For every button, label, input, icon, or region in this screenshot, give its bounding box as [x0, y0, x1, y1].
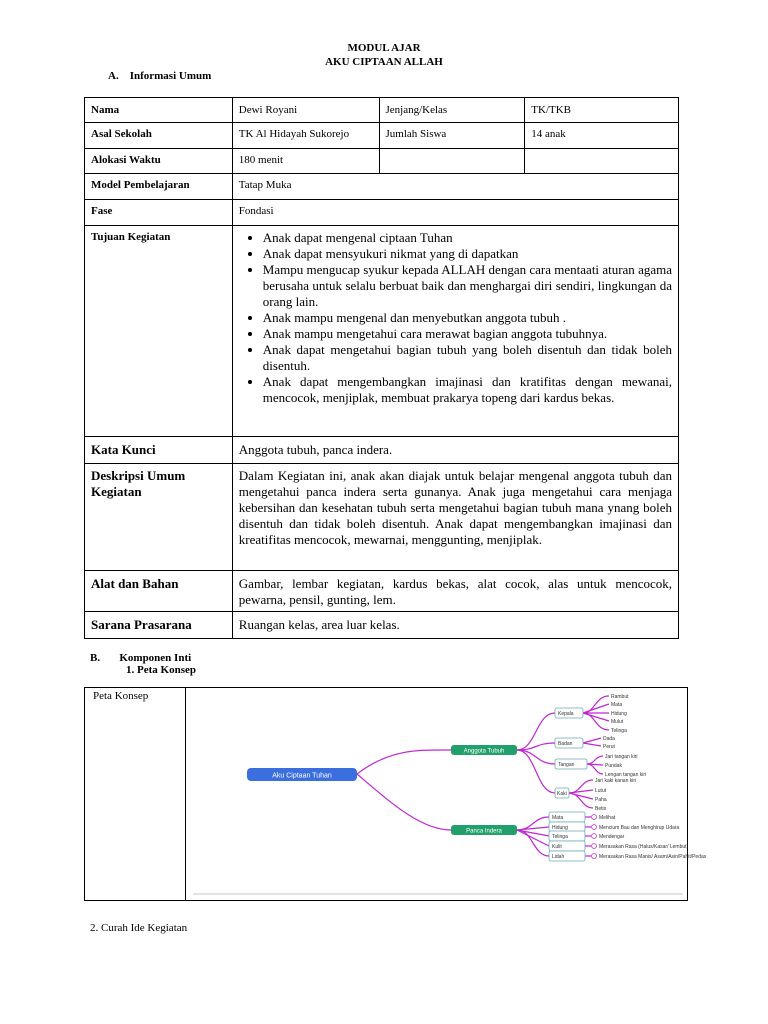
leaf-text: Telinga	[611, 728, 627, 734]
peta-konsep-box	[84, 687, 707, 901]
alat-value: Gambar, lembar kegiatan, kardus bekas, alat cocok, alas untuk mencocok, pewarna, pensil, gunting, lem.	[232, 571, 678, 612]
leaf-text: Mata	[611, 702, 623, 708]
leaf-text: Mencium Bau dan Menghirup Udara	[599, 825, 680, 831]
branch-node-text: Panca Indera	[466, 828, 502, 835]
nama-value: Dewi Royani	[232, 98, 379, 123]
fase-label: Fase	[85, 200, 233, 226]
node-text: Kepala	[558, 711, 574, 717]
info-table	[84, 97, 679, 639]
leaf-text: Merasakan Rasa Manis/ Asam/Asin/Pahit/Pedas	[599, 854, 707, 860]
leaf-text: Jari kaki kanan kiri	[595, 778, 637, 784]
node-text: Badan	[558, 741, 573, 747]
tujuan-item: • Anak dapat mensyukuri nikmat yang di dapatkan	[263, 246, 672, 262]
jumlah-value: 14 anak	[525, 123, 679, 149]
node-text: Tangan	[558, 762, 575, 768]
node-text: Kulit	[552, 844, 562, 850]
node-text: Telinga	[552, 834, 568, 840]
alokasi-label: Alokasi Waktu	[85, 149, 233, 174]
tujuan-item: • Anak mampu mengetahui cara merawat bagian anggota tubuhnya.	[263, 326, 672, 342]
asal-value: TK Al Hidayah Sukorejo	[232, 123, 379, 149]
model-value: Tatap Muka	[232, 174, 678, 200]
tujuan-item: • Anak mampu mengenal dan menyebutkan anggota tubuh .	[263, 310, 672, 326]
peta-konsep-label: Peta Konsep	[93, 690, 149, 702]
asal-label: Asal Sekolah	[85, 123, 233, 149]
tujuan-label: Tujuan Kegiatan	[85, 226, 233, 437]
node-text: Hidung	[552, 825, 568, 831]
section-b-heading	[90, 652, 191, 664]
section-a-heading	[108, 70, 211, 82]
peta-konsep-heading: 1. Peta Konsep	[126, 664, 196, 676]
leaf-text: Hidung	[611, 711, 627, 717]
nama-label: Nama	[85, 98, 233, 123]
tujuan-item: • Anak dapat mengetahui bagian tubuh yang boleh disentuh dan tidak boleh disentuh.	[263, 342, 672, 374]
leaf-text: Dada	[603, 736, 615, 742]
jenjang-label: Jenjang/Kelas	[379, 98, 525, 123]
section-a-title: Informasi Umum	[129, 70, 212, 82]
fase-value: Fondasi	[232, 200, 678, 226]
curah-ide-heading: 2. Curah Ide Kegiatan	[90, 922, 188, 934]
tujuan-item: • Mampu mengucap syukur kepada ALLAH dengan cara mentaati aturan agama berusaha untuk selalu berbuat baik dan menghargai diri sendiri, lingkungan da orang lain.	[263, 262, 672, 310]
tujuan-list	[239, 230, 672, 406]
tujuan-item: • Anak dapat mengembangkan imajinasi dan kratifitas dengan mewanai, mencocok, menjiplak, membuat prakarya topeng dari kardus bekas.	[263, 374, 672, 406]
alat-label: Alat dan Bahan	[85, 571, 233, 612]
leaf-text: Jari tangan kiri	[605, 754, 638, 760]
leaf-text: Merasakan Rasa (Halus/Kasar/ Lembut)	[599, 844, 689, 850]
leaf-text: Mendengar	[599, 834, 625, 840]
tujuan-cell	[232, 226, 678, 437]
empty-cell	[379, 149, 525, 174]
doc-title-line1: MODUL AJAR	[347, 42, 421, 54]
section-b-number: B.	[90, 652, 101, 664]
section-a-number: A.	[108, 70, 119, 82]
divider	[185, 688, 186, 900]
leaf-text: Melihat	[599, 815, 616, 821]
leaf-text: Rambut	[611, 694, 629, 700]
node-text: Kaki	[557, 791, 567, 797]
jumlah-label: Jumlah Siswa	[379, 123, 525, 149]
leaf-text: Pundak	[605, 763, 622, 769]
node-text: Mata	[552, 815, 564, 821]
doc-title-line2: AKU CIPTAAN ALLAH	[325, 56, 443, 68]
sarana-label: Sarana Prasarana	[85, 612, 233, 639]
leaf-text: Betis	[595, 806, 607, 812]
sarana-value: Ruangan kelas, area luar kelas.	[232, 612, 678, 639]
empty-cell	[525, 149, 679, 174]
root-node-text: Aku Ciptaan Tuhan	[272, 772, 332, 780]
jenjang-value: TK/TKB	[525, 98, 679, 123]
branch-node-text: Anggota Tubuh	[463, 748, 505, 755]
deskripsi-value: Dalam Kegiatan ini, anak akan diajak untuk belajar mengenal anggota tubuh dan mengetahui panca indera serta gunanya. Anak juga mengetahui cara menjaga kebersihan dan kesehatan tubuh serta mengetahui bagian tubuh mana ynang boleh disentuh dan tidak boleh disentuh. Anak dapat mengembangkan imajinasi dan kreatifitas mencocok, mewarnai, menggunting, menjiplak.	[232, 464, 678, 571]
leaf-text: Lengan tangan kiri	[605, 772, 647, 778]
model-label: Model Pembelajaran	[85, 174, 233, 200]
tujuan-item: • Anak dapat mengenal ciptaan Tuhan	[263, 230, 672, 246]
mind-map	[191, 688, 707, 900]
leaf-text: Perut	[603, 744, 615, 750]
alokasi-value: 180 menit	[232, 149, 379, 174]
kata-kunci-value: Anggota tubuh, panca indera.	[232, 437, 678, 464]
node-text: Lidah	[552, 854, 565, 860]
kata-kunci-label: Kata Kunci	[85, 437, 233, 464]
leaf-text: Lutut	[595, 788, 607, 794]
leaf-text: Mulut	[611, 719, 624, 725]
deskripsi-label: Deskripsi Umum Kegiatan	[85, 464, 233, 571]
leaf-text: Paha	[595, 797, 607, 803]
section-b-title: Komponen Inti	[119, 652, 192, 664]
